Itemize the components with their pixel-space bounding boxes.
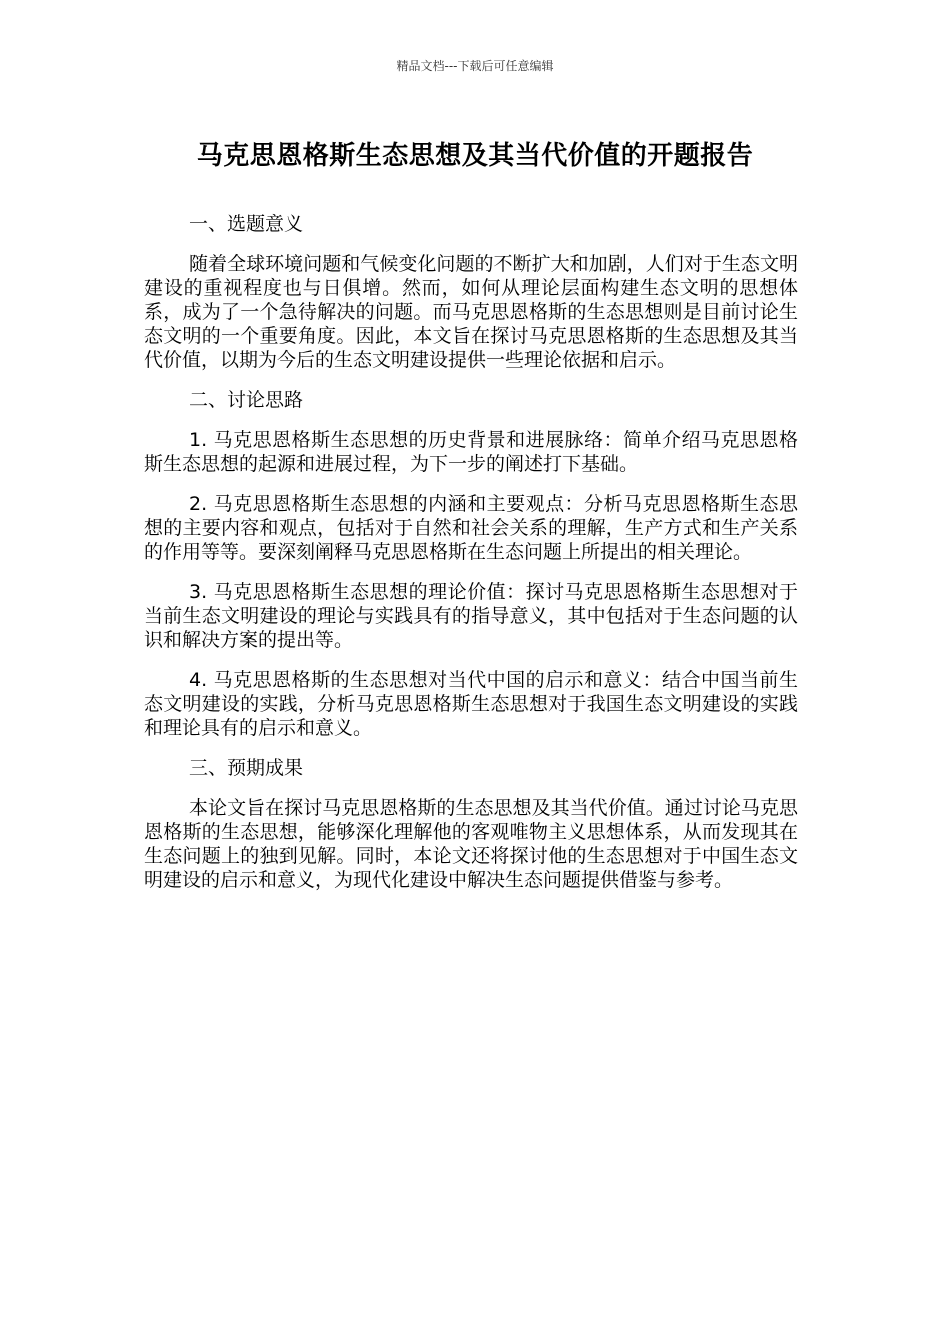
- document-body: [144, 212, 798, 908]
- paragraph-approach-2: 2. 马克思恩格斯生态思想的内涵和主要观点：分析马克思恩格斯生态思想的主要内容和观点，包括对于自然和社会关系的理解，生产方式和生产关系的作用等等。要深刻阐释马克思恩格斯在生态问题上所提出的相关理论。: [144, 493, 798, 563]
- document-title: 马克思恩格斯生态思想及其当代价值的开题报告: [196, 141, 754, 171]
- header-note: 精品文档---下载后可任意编辑: [396, 59, 554, 73]
- paragraph-approach-4: 4. 马克思恩格斯的生态思想对当代中国的启示和意义：结合中国当前生态文明建设的实践，分析马克思恩格斯生态思想对于我国生态文明建设的实践和理论具有的启示和意义。: [144, 669, 798, 739]
- paragraph-outcomes: 本论文旨在探讨马克思恩格斯的生态思想及其当代价值。通过讨论马克思恩格斯的生态思想，能够深化理解他的客观唯物主义思想体系，从而发现其在生态问题上的独到见解。同时，本论文还将探讨他的生态思想对于中国生态文明建设的启示和意义，为现代化建设中解决生态问题提供借鉴与参考。: [144, 797, 798, 891]
- paragraph-significance: 随着全球环境问题和气候变化问题的不断扩大和加剧，人们对于生态文明建设的重视程度也与日俱增。然而，如何从理论层面构建生态文明的思想体系，成为了一个急待解决的问题。而马克思恩格斯的生态思想则是目前讨论生态文明的一个重要角度。因此，本文旨在探讨马克思恩格斯的生态思想及其当代价值，以期为今后的生态文明建设提供一些理论依据和启示。: [144, 253, 798, 371]
- paragraph-approach-3: 3. 马克思恩格斯生态思想的理论价值：探讨马克思恩格斯生态思想对于当前生态文明建设的理论与实践具有的指导意义，其中包括对于生态问题的认识和解决方案的提出等。: [144, 581, 798, 651]
- section-heading-approach: 二、讨论思路: [189, 389, 304, 411]
- section-heading-outcomes: 三、预期成果: [189, 757, 304, 779]
- paragraph-approach-1: 1. 马克思恩格斯生态思想的历史背景和进展脉络：简单介绍马克思恩格斯生态思想的起源和进展过程，为下一步的阐述打下基础。: [144, 429, 798, 475]
- section-heading-significance: 一、选题意义: [189, 213, 304, 235]
